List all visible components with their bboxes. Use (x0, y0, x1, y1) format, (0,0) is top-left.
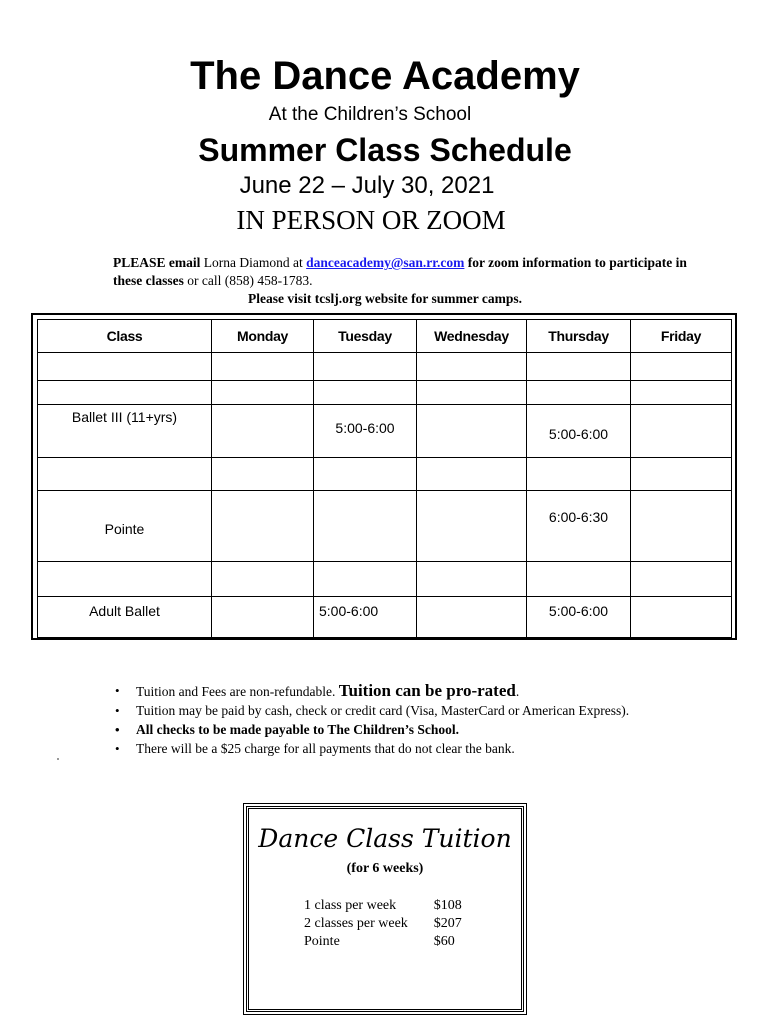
schedule-title: Summer Class Schedule (198, 132, 572, 168)
fee-row (304, 897, 462, 915)
page-subtitle: At the Children’s School (268, 104, 472, 125)
fee-label: 2 classes per week (304, 916, 408, 931)
table-cell (417, 405, 527, 458)
table-row (38, 353, 732, 381)
schedule-table (37, 319, 732, 638)
schedule-frame (31, 313, 737, 640)
table-cell (527, 353, 631, 381)
notice-phone: or call (858) 458-1783. (183, 273, 313, 288)
notice-zoom: for zoom information to participate in these classes (113, 255, 687, 288)
table-row (38, 405, 732, 458)
table-row (38, 381, 732, 405)
notice-name: Lorna Diamond at (200, 255, 307, 270)
policy-list (113, 681, 753, 758)
tuition-box (246, 806, 524, 1012)
time-cell: 5:00-6:00 (314, 405, 417, 458)
table-cell (527, 562, 631, 597)
fee-price: $108 (433, 898, 462, 913)
class-name-cell: Pointe (38, 491, 212, 562)
table-cell (314, 491, 417, 562)
tuition-duration: (for 6 weeks) (346, 861, 424, 876)
table-row (38, 491, 732, 562)
table-cell (212, 562, 314, 597)
list-item: • All checks to be made payable to The Children’s School. (113, 720, 753, 739)
fee-price: $207 (433, 916, 462, 931)
table-cell (417, 597, 527, 638)
table-cell (212, 597, 314, 638)
table-cell (417, 381, 527, 405)
fee-row (304, 915, 462, 933)
table-cell (314, 458, 417, 491)
class-name-cell: Adult Ballet (38, 597, 212, 638)
table-cell (631, 597, 732, 638)
header-friday: Friday (631, 320, 732, 353)
page-title: The Dance Academy (190, 54, 580, 98)
table-cell (527, 458, 631, 491)
policy-refund: Tuition and Fees are non-refundable. (136, 684, 339, 699)
policy-prorated: Tuition can be pro-rated (338, 681, 516, 700)
table-cell (38, 381, 212, 405)
table-cell (417, 353, 527, 381)
table-row (38, 597, 732, 638)
fee-row (304, 933, 462, 951)
class-mode: IN PERSON OR ZOOM (236, 205, 506, 235)
table-cell (631, 458, 732, 491)
table-cell (38, 353, 212, 381)
table-cell (212, 458, 314, 491)
date-range: June 22 – July 30, 2021 (239, 172, 495, 199)
table-cell (631, 562, 732, 597)
fee-price: $60 (433, 934, 455, 949)
table-cell (314, 562, 417, 597)
header-thursday: Thursday (527, 320, 631, 353)
contact-notice (113, 254, 713, 290)
header-class: Class (38, 320, 212, 353)
table-row (38, 458, 732, 491)
notice-visit: Please visit tcslj.org website for summer camps. (248, 291, 522, 306)
table-cell (38, 458, 212, 491)
time-cell: 5:00-6:00 (527, 597, 631, 638)
notice-please-email: PLEASE email (113, 255, 201, 270)
schedule-header-row (38, 320, 732, 353)
fee-label: Pointe (304, 934, 340, 949)
time-cell: 5:00-6:00 (527, 405, 631, 458)
header-tuesday: Tuesday (314, 320, 417, 353)
table-cell (212, 405, 314, 458)
table-cell (631, 405, 732, 458)
fee-label: 1 class per week (304, 898, 397, 913)
tuition-heading: Dance Class Tuition (258, 824, 512, 853)
header-wednesday: Wednesday (417, 320, 527, 353)
table-cell (631, 353, 732, 381)
table-cell (314, 381, 417, 405)
email-link[interactable]: danceacademy@san.rr.com (306, 255, 465, 270)
table-cell (527, 381, 631, 405)
table-cell (417, 562, 527, 597)
policy-period: . (515, 684, 520, 699)
time-cell: 6:00-6:30 (527, 491, 631, 562)
table-row (38, 562, 732, 597)
time-cell: 5:00-6:00 (314, 597, 417, 638)
table-cell (417, 458, 527, 491)
table-cell (212, 381, 314, 405)
table-cell (631, 491, 732, 562)
list-item (113, 681, 753, 701)
table-cell (38, 562, 212, 597)
class-name-cell: Ballet III (11+yrs) (38, 405, 212, 458)
table-cell (212, 491, 314, 562)
fee-table (304, 897, 462, 951)
header-monday: Monday (212, 320, 314, 353)
list-item: • There will be a $25 charge for all payments that do not clear the bank. (113, 739, 753, 758)
table-cell (212, 353, 314, 381)
table-cell (417, 491, 527, 562)
stray-dot (57, 758, 59, 760)
table-cell (314, 353, 417, 381)
list-item: • Tuition may be paid by cash, check or credit card (Visa, MasterCard or American Express). (113, 701, 753, 720)
table-cell (631, 381, 732, 405)
